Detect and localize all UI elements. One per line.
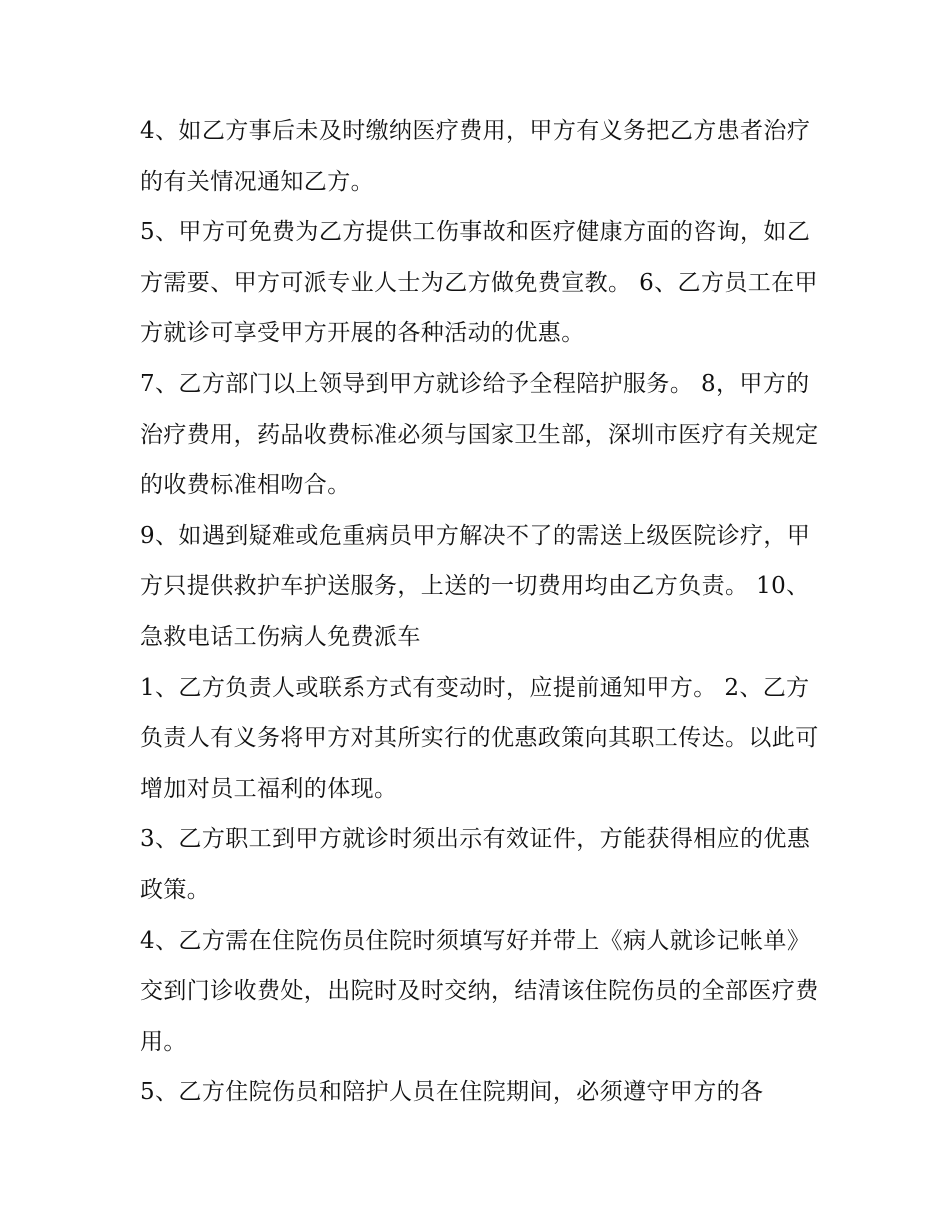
paragraph-1: 4、如乙方事后未及时缴纳医疗费用，甲方有义务把乙方患者治疗的有关情况通知乙方。 xyxy=(140,118,811,195)
paragraph-2: 5、甲方可免费为乙方提供工伤事故和医疗健康方面的咨询，如乙方需要、甲方可派专业人士为乙方做免费宣教。 6、乙方员工在甲方就诊可享受甲方开展的各种活动的优惠。 xyxy=(140,219,818,347)
paragraph-8: 5、乙方住院伤员和陪护人员在住院期间，必须遵守甲方的各 xyxy=(140,1079,764,1106)
paragraph-4: 9、如遇到疑难或危重病员甲方解决不了的需送上级医院诊疗，甲方只提供救护车护送服务，上送的一切费用均由乙方负责。 10、急救电话工伤病人免费派车 xyxy=(140,522,811,650)
document-body xyxy=(140,106,820,1118)
paragraph-3: 7、乙方部门以上领导到甲方就诊给予全程陪护服务。 8，甲方的治疗费用，药品收费标准必须与国家卫生部，深圳市医疗有关规定的收费标准相吻合。 xyxy=(140,370,819,499)
paragraph-6: 3、乙方职工到甲方就诊时须出示有效证件，方能获得相应的优惠政策。 xyxy=(140,826,811,903)
paragraph-7: 4、乙方需在住院伤员住院时须填写好并带上《病人就诊记帐单》交到门诊收费处，出院时及时交纳，结清该住院伤员的全部医疗费用。 xyxy=(140,927,819,1055)
paragraph-5: 1、乙方负责人或联系方式有变动时，应提前通知甲方。 2、乙方负责人有义务将甲方对其所实行的优惠政策向其职工传达。以此可增加对员工福利的体现。 xyxy=(140,674,819,802)
